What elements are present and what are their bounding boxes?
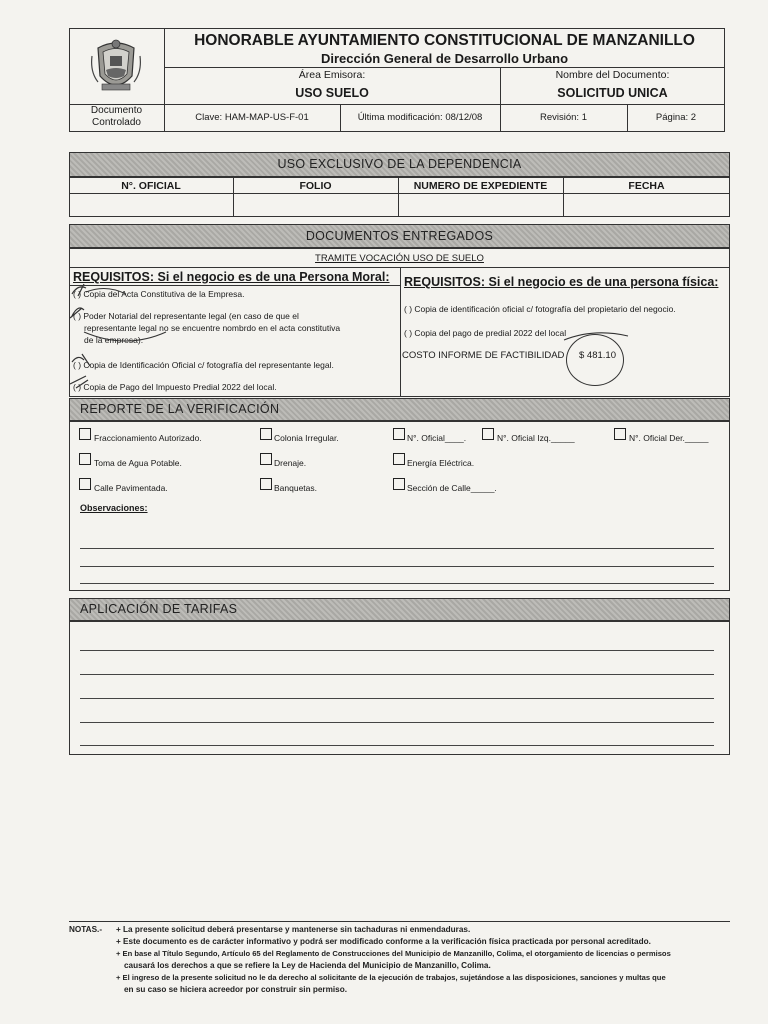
checkbox-numero-oficial-der[interactable] xyxy=(614,428,626,440)
verificacion-banner xyxy=(69,398,730,421)
tarifas-banner xyxy=(69,598,730,621)
observaciones-label: Observaciones: xyxy=(80,503,148,513)
last-modified: Última modificación: 08/12/08 xyxy=(357,112,483,123)
tarifas-line-3 xyxy=(80,698,714,699)
observaciones-line-1 xyxy=(80,548,714,549)
documentos-banner xyxy=(69,224,730,248)
moral-item-poder-notarial-cont1: representante legal no se encuentre nombrdo en el acta constitutiva xyxy=(84,323,341,333)
tarifas-line-2 xyxy=(80,674,714,675)
area-value: USO SUELO xyxy=(295,86,369,100)
observaciones-line-2 xyxy=(80,566,714,567)
moral-item-identificacion[interactable]: ( ) Copia de Identificación Oficial c/ fotografía del representante legal. xyxy=(73,360,334,370)
checkbox-drenaje[interactable] xyxy=(260,453,272,465)
checkbox-colonia-irregular[interactable] xyxy=(260,428,272,440)
label-numero-oficial: N°. Oficial____. xyxy=(407,433,467,443)
org-subtitle: Dirección General de Desarrollo Urbano xyxy=(320,51,569,66)
label-numero-oficial-der: N°. Oficial Der._____ xyxy=(629,433,709,443)
costo-label: COSTO INFORME DE FACTIBILIDAD xyxy=(402,350,565,361)
note-1: + La presente solicitud deberá presentarse y mantenerse sin tachaduras ni enmendaduras. xyxy=(116,925,471,934)
page-number: Página: 2 xyxy=(655,112,697,123)
checkbox-energia-electrica[interactable] xyxy=(393,453,405,465)
observaciones-field[interactable] xyxy=(80,518,714,584)
documento-controlado-line1: Documento xyxy=(90,105,143,116)
col-folio: FOLIO xyxy=(299,180,332,192)
checkbox-calle-pavimentada[interactable] xyxy=(79,478,91,490)
moral-item-poder-notarial-cont2: de la empresa). xyxy=(84,335,144,345)
docname-label: Nombre del Documento: xyxy=(555,69,670,81)
clave-code: Clave: HAM-MAP-US-F-01 xyxy=(195,112,309,123)
checkbox-toma-agua[interactable] xyxy=(79,453,91,465)
verificacion-title: REPORTE DE LA VERIFICACIÓN xyxy=(80,402,280,416)
checkbox-banquetas[interactable] xyxy=(260,478,272,490)
checkbox-seccion-calle[interactable] xyxy=(393,478,405,490)
documento-controlado-line2: Controlado xyxy=(92,117,141,128)
note-2: + Este documento es de carácter informativo y podrá ser modificado conforme a la verificación física practicada por personal acreditado. xyxy=(116,937,651,946)
tarifas-line-1 xyxy=(80,650,714,651)
docname-value: SOLICITUD UNICA xyxy=(557,86,668,100)
fisica-item-identificacion[interactable]: ( ) Copia de identificación oficial c/ fotografía del propietario del negocio. xyxy=(404,304,676,314)
label-drenaje: Drenaje. xyxy=(274,458,307,468)
numero-oficial-field[interactable] xyxy=(70,194,232,216)
note-3-cont: causará los derechos a que se refiere la Ley de Hacienda del Municipio de Manzanillo, Colima. xyxy=(124,961,491,970)
uso-exclusivo-title: USO EXCLUSIVO DE LA DEPENDENCIA xyxy=(277,157,522,171)
folio-field[interactable] xyxy=(234,194,397,216)
tarifas-field[interactable] xyxy=(80,628,714,750)
documentos-title: DOCUMENTOS ENTREGADOS xyxy=(305,229,494,243)
checkbox-fraccionamiento[interactable] xyxy=(79,428,91,440)
fisica-heading: REQUISITOS: Si el negocio es de una persona física: xyxy=(404,275,719,289)
col-numero-expediente: NUMERO DE EXPEDIENTE xyxy=(413,180,548,192)
note-4: + El ingreso de la presente solicitud no le da derecho al solicitante de la ejecución de trabajos, sujetándose a las disposiciones, sanciones y multas que xyxy=(116,973,666,982)
observaciones-line-3 xyxy=(80,583,714,584)
col-fecha: FECHA xyxy=(628,180,665,192)
label-calle-pavimentada: Calle Pavimentada. xyxy=(94,483,168,493)
municipal-seal-logo xyxy=(88,36,144,96)
handwritten-checkmarks xyxy=(66,280,206,398)
uso-exclusivo-banner xyxy=(69,152,730,177)
label-colonia-irregular: Colonia Irregular. xyxy=(274,433,339,443)
moral-item-predial[interactable]: ( ) Copia de Pago del Impuesto Predial 2022 del local. xyxy=(73,382,277,392)
label-numero-oficial-izq: N°. Oficial Izq._____ xyxy=(497,433,575,443)
col-numero-oficial: N°. OFICIAL xyxy=(121,180,181,192)
label-banquetas: Banquetas. xyxy=(274,483,318,493)
checkbox-numero-oficial[interactable] xyxy=(393,428,405,440)
moral-heading: REQUISITOS: Si el negocio es de una Persona Moral: xyxy=(73,270,390,284)
tarifas-line-5 xyxy=(80,745,714,746)
label-seccion-calle: Sección de Calle_____. xyxy=(407,483,497,493)
label-energia-electrica: Energía Eléctrica. xyxy=(407,458,475,468)
moral-item-poder-notarial[interactable]: ( ) Poder Notarial del representante legal (en caso de que el xyxy=(73,311,299,321)
tarifas-line-4 xyxy=(80,722,714,723)
checkbox-numero-oficial-izq[interactable] xyxy=(482,428,494,440)
costo-value: $ 481.10 xyxy=(579,350,616,361)
handwritten-arrow-stroke xyxy=(560,326,634,342)
label-toma-agua: Toma de Agua Potable. xyxy=(94,458,182,468)
notes-label: NOTAS.- xyxy=(69,925,103,934)
tramite-title: TRAMITE VOCACIÓN USO DE SUELO xyxy=(315,253,484,264)
label-fraccionamiento: Fraccionamiento Autorizado. xyxy=(94,433,202,443)
area-label: Área Emisora: xyxy=(298,69,366,81)
org-title: HONORABLE AYUNTAMIENTO CONSTITUCIONAL DE MANZANILLO xyxy=(194,32,695,49)
notes-divider xyxy=(69,921,730,922)
expediente-field[interactable] xyxy=(399,194,562,216)
fecha-field[interactable] xyxy=(564,194,729,216)
note-3: + En base al Título Segundo, Artículo 65 del Reglamento de Construcciones del Municipio de Manzanillo, Colima, el otorgamiento de licencias o permisos xyxy=(116,949,671,958)
revision-number: Revisión: 1 xyxy=(540,112,587,123)
tarifas-title: APLICACIÓN DE TARIFAS xyxy=(80,602,238,616)
moral-item-acta[interactable]: ( ) Copia del Acta Constitutiva de la Empresa. xyxy=(73,289,245,299)
note-4-cont: en su caso se hiciera acreedor por construir sin permiso. xyxy=(124,985,347,994)
fisica-item-predial[interactable]: ( ) Copia del pago de predial 2022 del local xyxy=(404,328,567,338)
